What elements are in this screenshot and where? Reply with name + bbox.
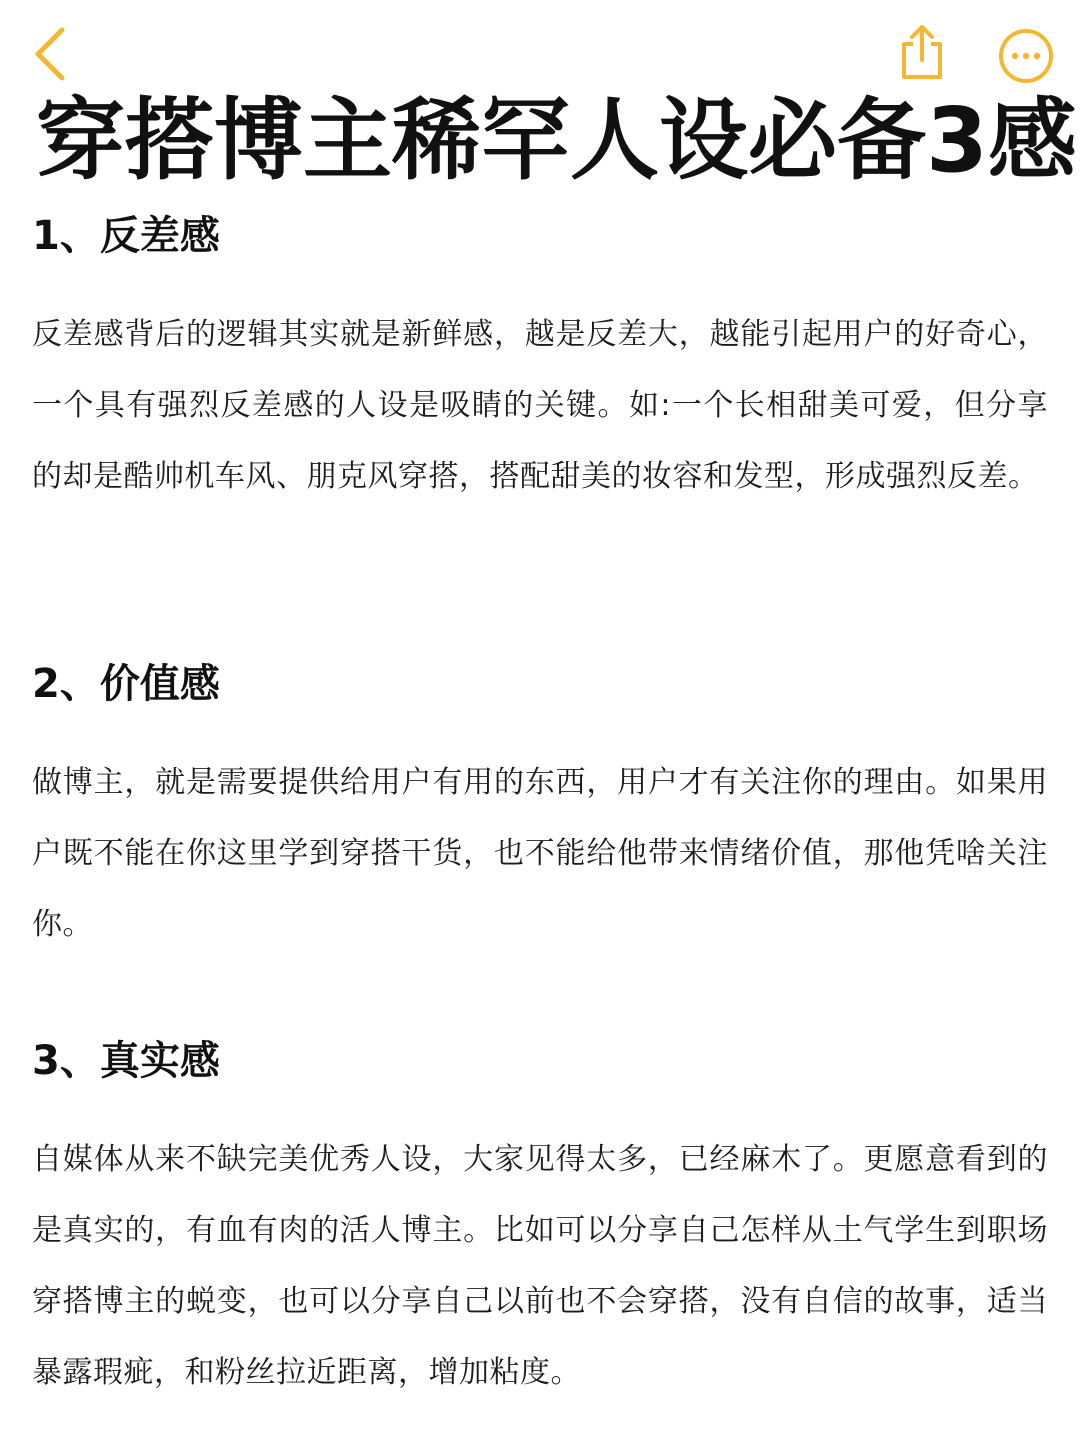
section-authenticity bbox=[32, 1035, 1048, 1408]
section-heading: 3、真实感 bbox=[32, 1038, 220, 1084]
section-contrast bbox=[32, 210, 1048, 512]
section-body: 反差感背后的逻辑其实就是新鲜感，越是反差大，越能引起用户的好奇心，一个具有强烈反差感的人设是吸睛的关键。如:一个长相甜美可爱，但分享的却是酷帅机车风、朋克风穿搭，搭配甜美的妆容和发型，形成强烈反差。 bbox=[32, 317, 1048, 494]
section-heading: 2、价值感 bbox=[32, 661, 220, 707]
page-title: 穿搭博主稀罕人设必备3感 bbox=[36, 88, 1077, 192]
section-value bbox=[32, 658, 1048, 960]
share-upload-icon bbox=[896, 22, 948, 82]
section-heading: 1、反差感 bbox=[32, 213, 220, 259]
section-body: 自媒体从来不缺完美优秀人设，大家见得太多，已经麻木了。更愿意看到的是真实的，有血有肉的活人博主。比如可以分享自己怎样从土气学生到职场穿搭博主的蜕变，也可以分享自己以前也不会穿搭，没有自信的故事，适当暴露瑕疵，和粉丝拉近距离，增加粘度。 bbox=[32, 1142, 1048, 1390]
more-options-button[interactable] bbox=[998, 28, 1054, 84]
chevron-left-icon bbox=[28, 22, 76, 86]
top-navigation-bar bbox=[0, 0, 1080, 100]
back-button[interactable] bbox=[28, 22, 76, 86]
share-button[interactable] bbox=[896, 22, 948, 82]
more-dots-circle-icon bbox=[998, 28, 1054, 84]
section-body: 做博主，就是需要提供给用户有用的东西，用户才有关注你的理由。如果用户既不能在你这里学到穿搭干货，也不能给他带来情绪价值，那他凭啥关注你。 bbox=[32, 765, 1048, 942]
